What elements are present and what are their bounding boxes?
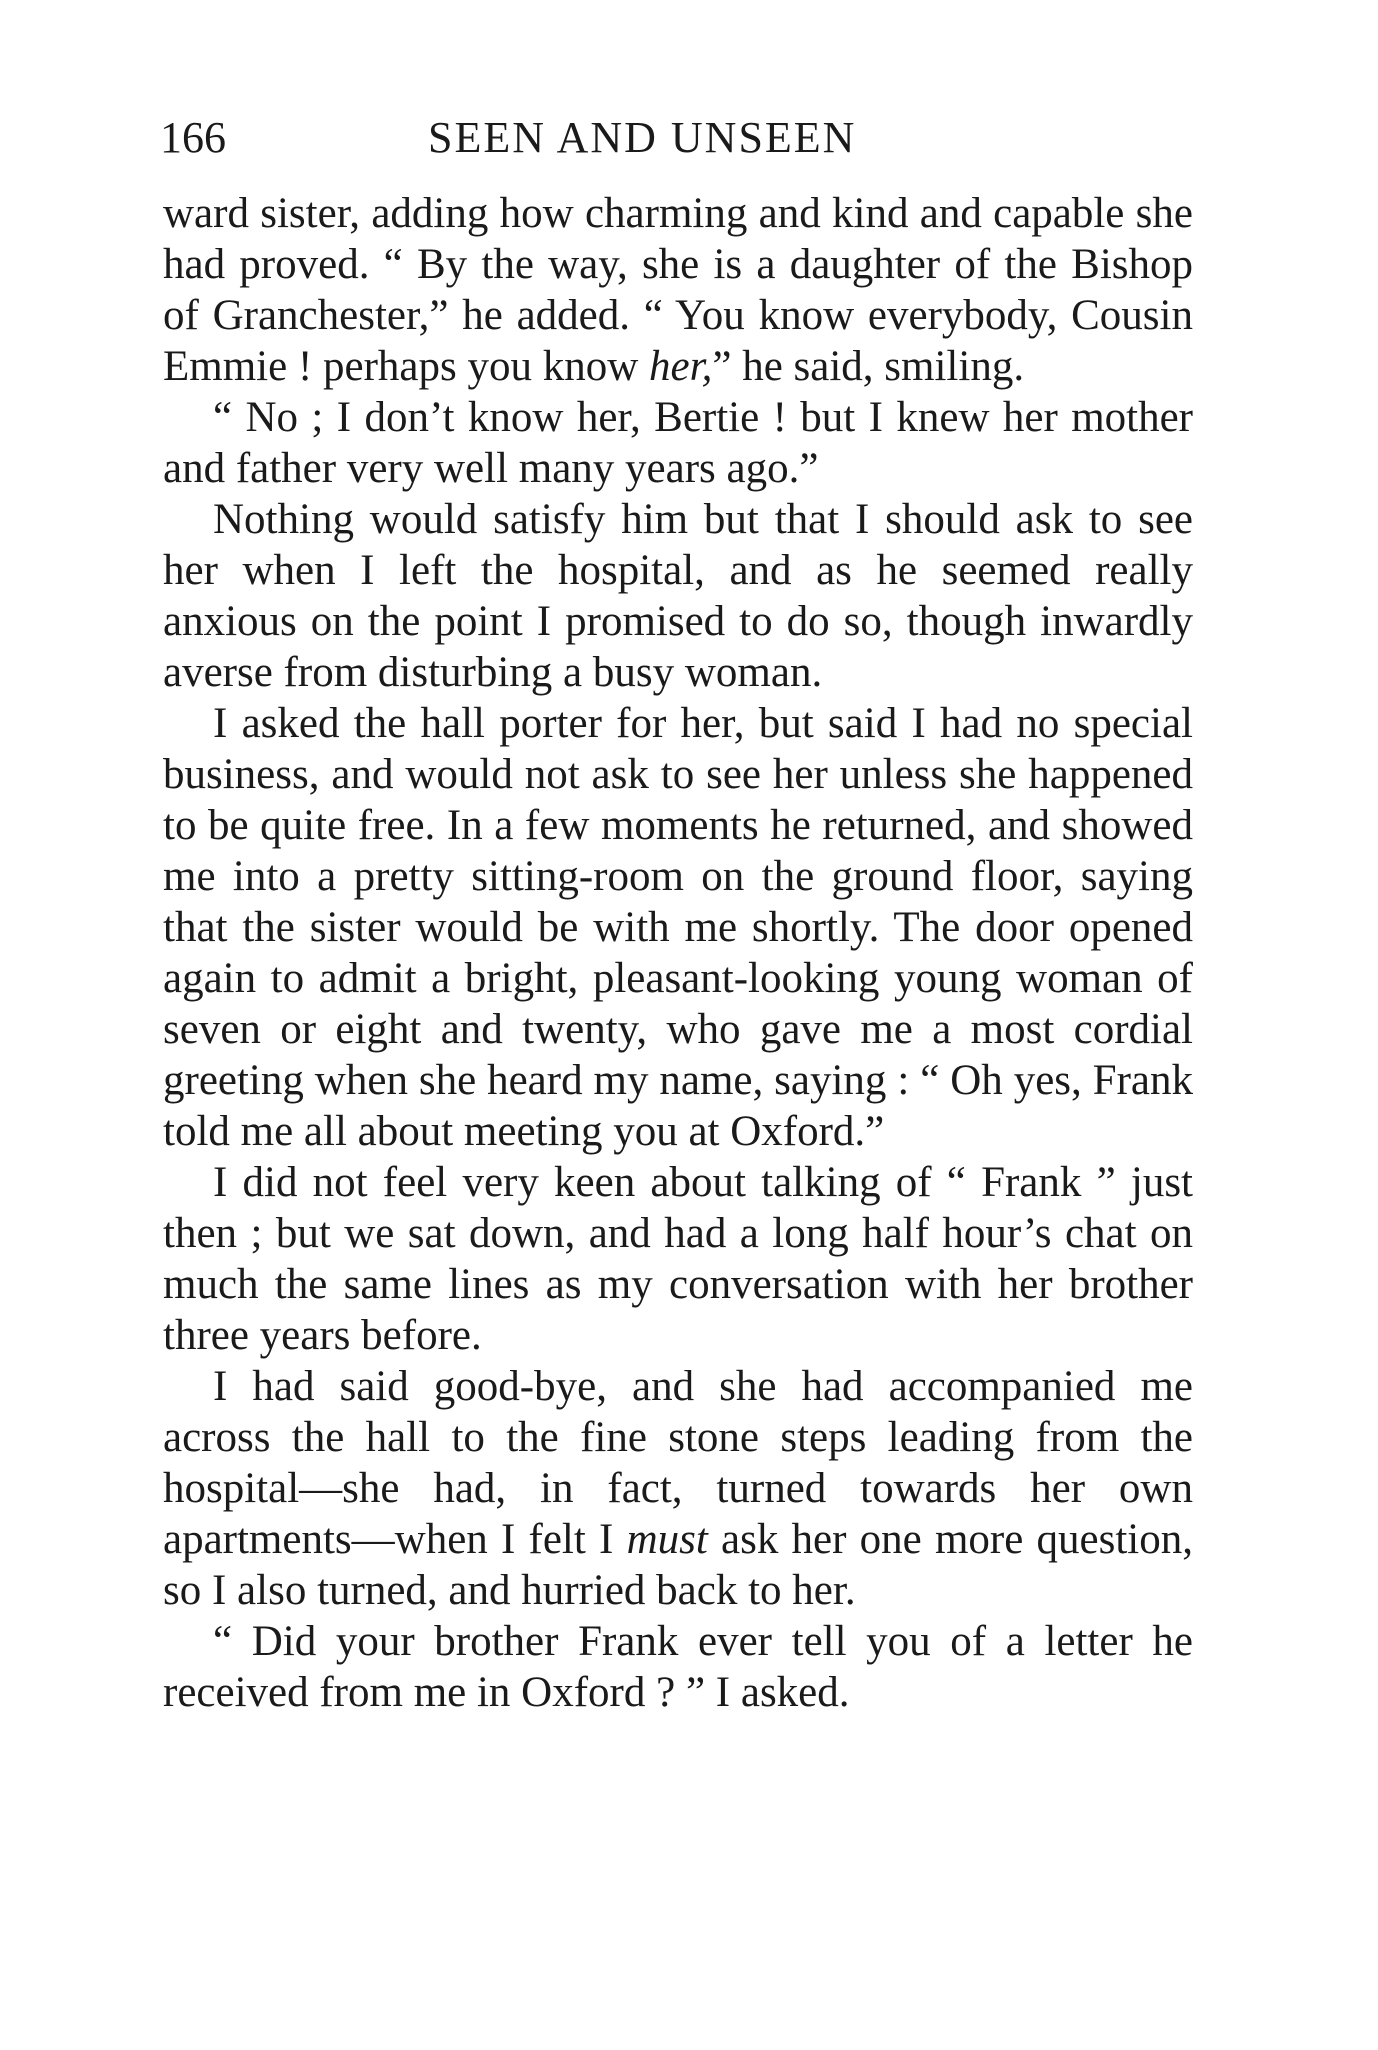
paragraph-3: Nothing would satisfy him but that I should ask to see her when I left the hospital, and as he seemed really anxious on the point I promised to do so, though inwardly averse from disturbing a busy woman. [163,496,1193,696]
page-header [160,108,1200,168]
emphasis-her: her, [649,343,713,390]
running-title: SEEN AND UNSEEN [428,113,857,162]
body-text [163,188,1193,1718]
page-number: 166 [160,113,226,162]
emphasis-must: must [626,1516,708,1563]
paragraph-4: I asked the hall porter for her, but said I had no special business, and would not ask to see her unless she happened to be quite free. In a few moments he returned, and showed me into a pretty sitting-room on the ground floor, saying that the sister would be with me shortly. The door opened again to admit a bright, pleasant-looking young woman of seven or eight and twenty, who gave me a most cordial greeting when she heard my name, saying : “ Oh yes, Frank told me all about meeting you at Oxford.” [163,700,1193,1155]
paragraph-2: “ No ; I don’t know her, Bertie ! but I knew her mother and father very well many years ago.” [163,394,1193,492]
paragraph-1: ward sister, adding how charming and kind and capable she had proved. “ By the way, she is a daughter of the Bishop of Granchester,” he added. “ You know everybody, Cousin Emmie ! perhaps you know her,” he said, smiling. [163,190,1193,390]
paragraph-6: I had said good-bye, and she had accompanied me across the hall to the fine stone steps leading from the hospital—she had, in fact, turned towards her own apartments—when I felt I must ask her one more question, so I also turned, and hurried back to her. [163,1363,1193,1614]
paragraph-7: “ Did your brother Frank ever tell you of a letter he received from me in Oxford ? ” I asked. [163,1618,1193,1716]
paragraph-5: I did not feel very keen about talking of “ Frank ” just then ; but we sat down, and had a long half hour’s chat on much the same lines as my conversation with her brother three years before. [163,1159,1193,1359]
